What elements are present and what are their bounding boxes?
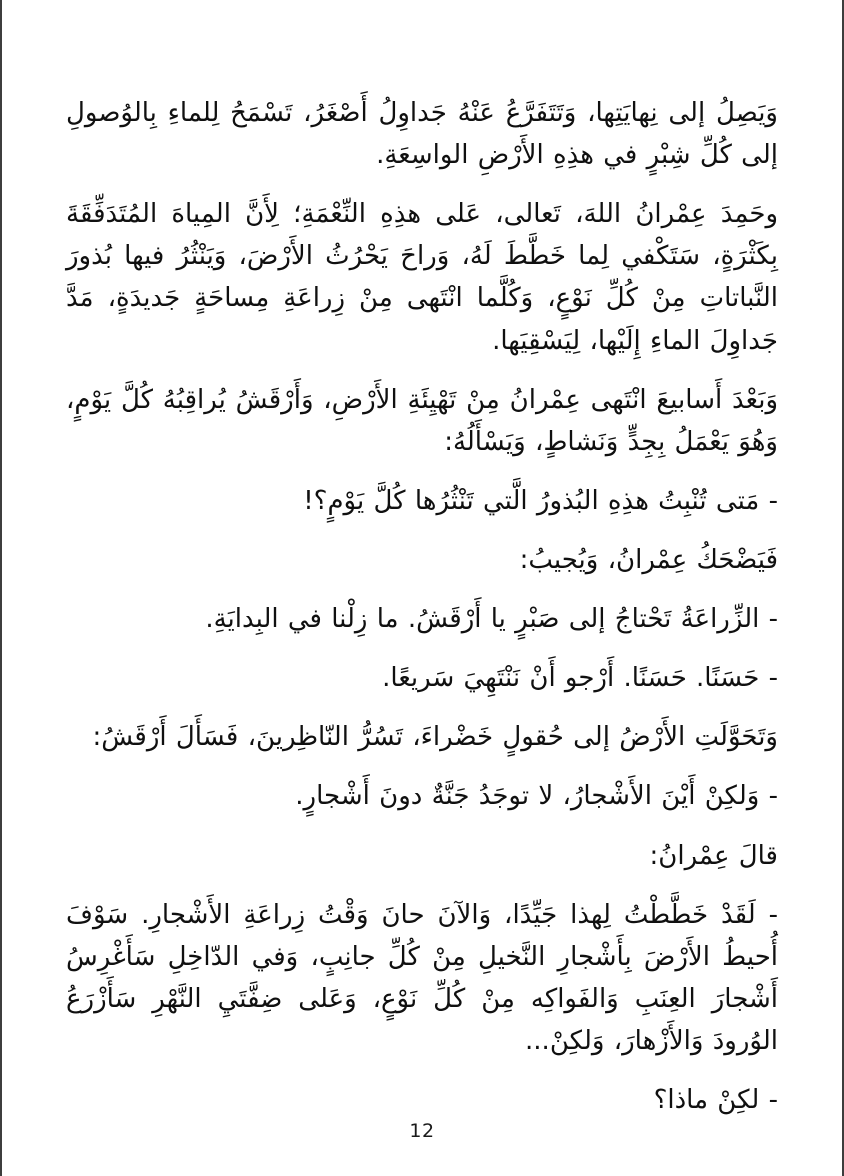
paragraph-dialogue: - الزِّراعَةُ تَحْتاجُ إلى صَبْرٍ يا أَرْقَشُ. ما زِلْنا في البِدايَةِ. — [205, 604, 778, 635]
paragraph-dialogue: - حَسَنًا. حَسَنًا. أَرْجو أَنْ نَنْتَهِيَ سَريعًا. — [382, 663, 778, 694]
paragraph-dialogue: - مَتى تُنْبِتُ هذِهِ البُذورُ الَّتي تَنْثُرُها كُلَّ يَوْمٍ؟! — [303, 485, 778, 516]
paragraph-narration: قالَ عِمْرانُ: — [649, 840, 778, 871]
page-number: 12 — [409, 1120, 435, 1142]
paragraph-dialogue: - لكِنْ ماذا؟ — [653, 1085, 778, 1116]
paragraph-narration: وَبَعْدَ أَسابيعَ انْتَهى عِمْرانُ مِنْ تَهْيِئَةِ الأَرْضِ، وَأَرْقَشُ يُراقِبُهُ كُلَّ يَوْمٍ، وَهُوَ يَعْمَلُ بِجِدٍّ وَنَشاطٍ، وَيَسْأَلُهُ: — [66, 384, 778, 457]
story-text-block — [66, 92, 778, 1138]
paragraph-narration: فَيَضْحَكُ عِمْرانُ، وَيُجيبُ: — [519, 544, 778, 575]
paragraph-narration: وحَمِدَ عِمْرانُ اللهَ، تَعالى، عَلى هذِهِ النِّعْمَةِ؛ لِأَنَّ المِياهَ المُتَدَفِّقَةَ بِكَثْرَةٍ، سَتَكْفي لِما خَطَّطَ لَهُ، وَراحَ يَحْرُثُ الأَرْضَ، وَيَنْثُرُ فيها بُذورَ النَّباتاتِ مِنْ كُلِّ نَوْعٍ، وَكُلَّما انْتَهى مِنْ زِراعَةِ مِساحَةٍ جَديدَةٍ، مَدَّ جَداوِلَ الماءِ إِلَيْها، لِيَسْقِيَها. — [66, 199, 778, 356]
paragraph-narration: وَيَصِلُ إلى نِهايَتِها، وَتَتَفَرَّعُ عَنْهُ جَداوِلُ أَصْغَرُ، تَسْمَحُ لِلماءِ بِالوُصولِ إلى كُلِّ شِبْرٍ في هذِهِ الأَرْضِ الواسِعَةِ. — [66, 98, 778, 171]
paragraph-narration: وَتَحَوَّلَتِ الأَرْضُ إلى حُقولٍ خَضْراءَ، تَسُرُّ النّاظِرينَ، فَسَأَلَ أَرْقَشُ: — [92, 722, 778, 753]
paragraph-dialogue: - لَقَدْ خَطَّطْتُ لِهذا جَيِّدًا، وَالآنَ حانَ وَقْتُ زِراعَةِ الأَشْجارِ. سَوْفَ أُحيطُ الأَرْضَ بِأَشْجارِ النَّخيلِ مِنْ كُلِّ جانِبٍ، وَفي الدّاخِلِ سَأَغْرِسُ أَشْجارَ العِنَبِ وَالفَواكِه مِنْ كُلِّ نَوْعٍ، وَعَلى ضِفَّتَيِ النَّهْرِ سَأَزْرَعُ الوُرودَ وَالأَزْهارَ، وَلكِنْ... — [66, 899, 778, 1056]
paragraph-dialogue: - وَلكِنْ أَيْنَ الأَشْجارُ، لا توجَدُ جَنَّةٌ دونَ أَشْجارٍ. — [295, 781, 778, 812]
